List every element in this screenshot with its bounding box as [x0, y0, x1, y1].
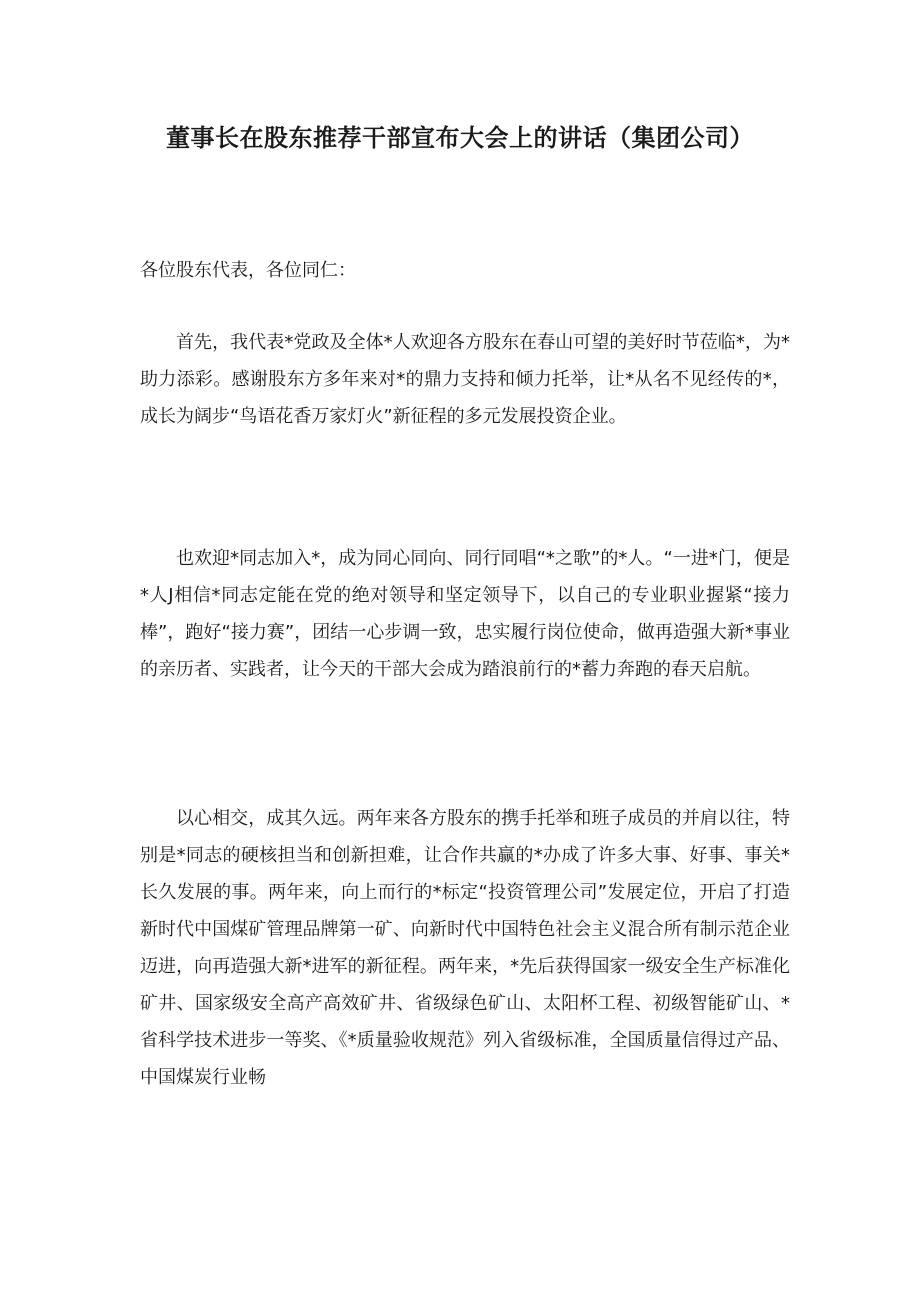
paragraph-3: 以心相交，成其久远。两年来各方股东的携手托举和班子成员的并肩以往，特别是*同志的硬核担当和创新担难，让合作共赢的*办成了许多大事、好事、事关*长久发展的事。两年来，向上而行的*标定“投资管理公司”发展定位，开启了打造新时代中国煤矿管理品牌第一矿、向新时代中国特色社会主义混合所有制示范企业迈进，向再造强大新*进军的新征程。两年来，*先后获得国家一级安全生产标准化矿井、国家级安全高产高效矿井、省级绿色矿山、太阳杯工程、初级智能矿山、*省科学技术进步一等奖、《*质量验收规范》列入省级标准，全国质量信得过产品、中国煤炭行业畅: [140, 808, 790, 1088]
salutation: 各位股东代表，各位同仁：: [140, 260, 356, 281]
document-title: 董事长在股东推荐干部宣布大会上的讲话（集团公司）: [166, 124, 754, 152]
paragraph-1: 首先，我代表*党政及全体*人欢迎各方股东在春山可望的美好时节莅临*，为*助力添彩。感谢股东方多年来对*的鼎力支持和倾力托举，让*从名不见经传的*，成长为阔步“鸟语花香万家灯火”新征程的多元发展投资企业。: [140, 332, 790, 427]
paragraph-2: 也欢迎*同志加入*，成为同心同向、同行同唱“*之歌”的*人。“一进*门，便是*人J相信*同志定能在党的绝对领导和坚定领导下，以自己的专业职业握紧“接力棒”，跑好“接力赛”，团结一心步调一致，忠实履行岗位使命，做再造强大新*事业的亲历者、实践者，让今天的干部大会成为踏浪前行的*蓄力奔跑的春天启航。: [140, 548, 790, 680]
